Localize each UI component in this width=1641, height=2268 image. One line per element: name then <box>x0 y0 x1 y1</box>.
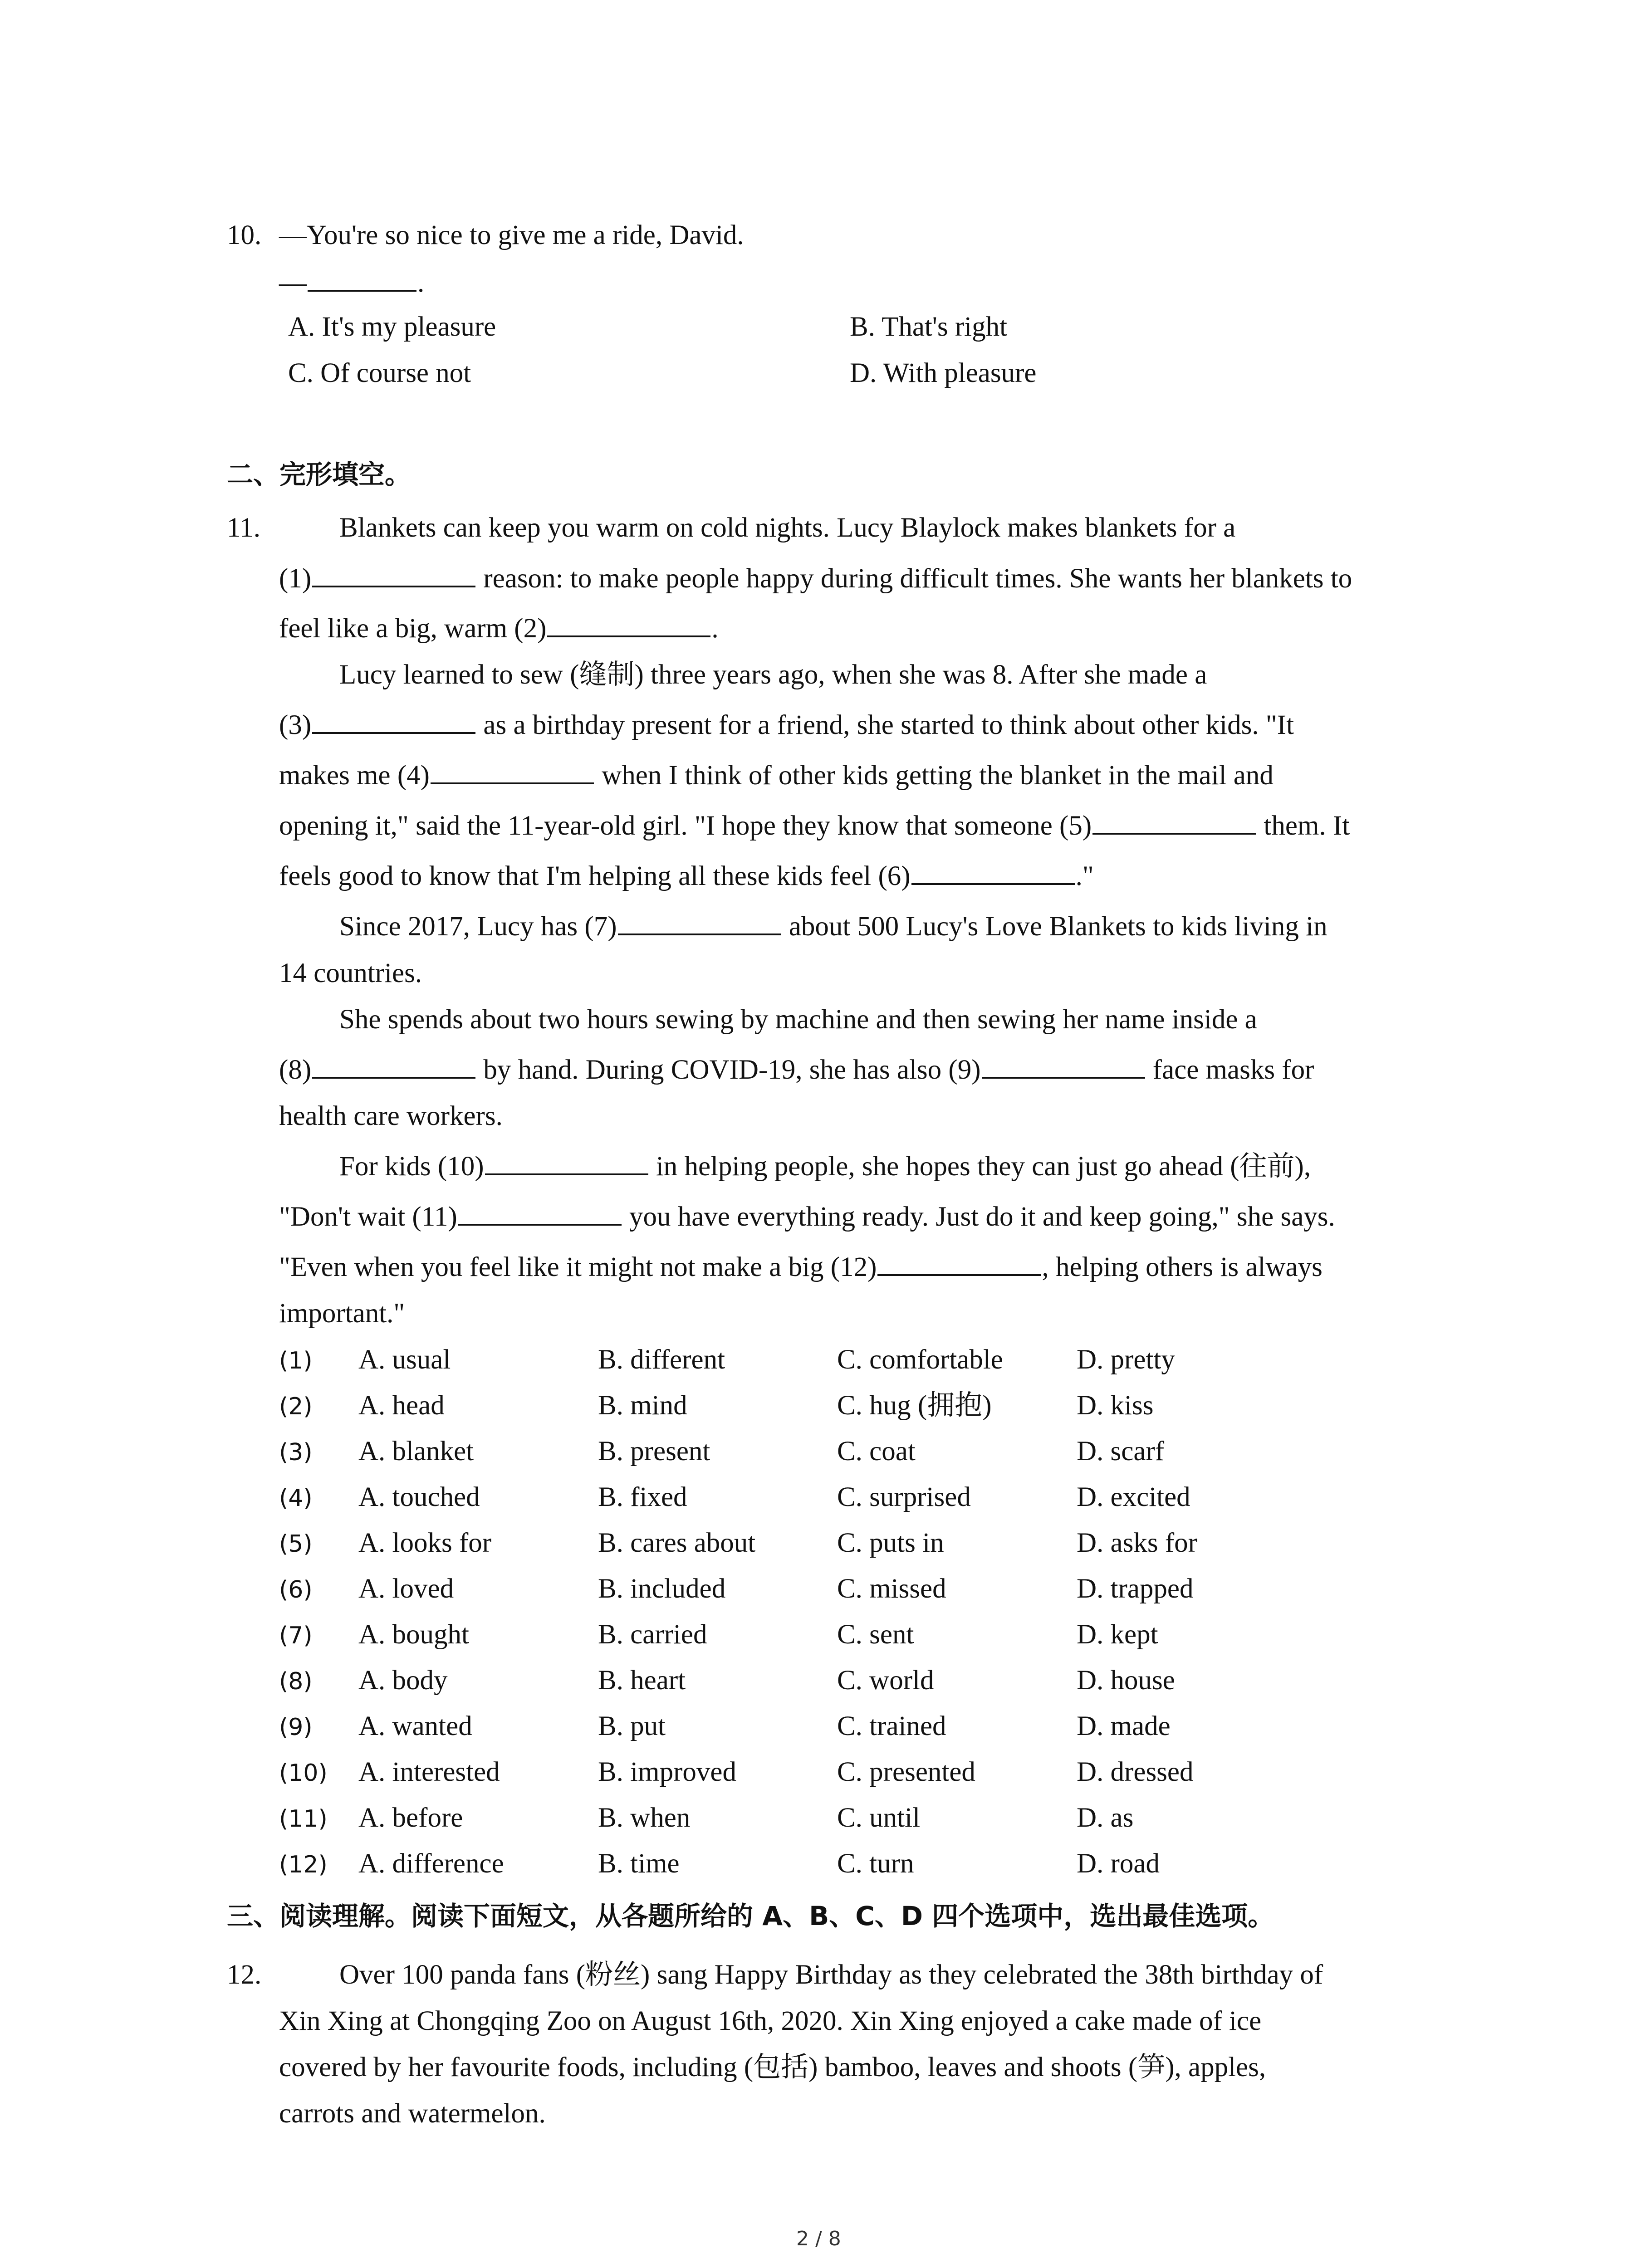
question-10-option-b: B. That's right <box>850 312 1008 342</box>
choice-row <box>279 1527 313 1559</box>
choice-a: A. touched <box>358 1482 480 1512</box>
passage-line: Lucy learned to sew (缝制) three years ago, when she was 8. After she made a <box>339 660 1207 690</box>
choice-number: (1) <box>279 1347 313 1374</box>
choice-c: C. comfortable <box>837 1344 1003 1375</box>
answer-blank <box>308 267 416 292</box>
choice-b: B. heart <box>598 1665 686 1696</box>
choice-a: A. looks for <box>358 1528 492 1558</box>
passage-line: opening it," said the 11-year-old girl. "I hope they know that someone (5) them. It <box>279 811 1350 841</box>
choice-row <box>279 1573 313 1605</box>
choice-d: D. road <box>1077 1848 1160 1879</box>
passage-line: "Don't wait (11) you have everything ready. Just do it and keep going," she says. <box>279 1202 1335 1232</box>
choice-d: D. excited <box>1077 1482 1190 1512</box>
choice-c: C. trained <box>837 1711 946 1741</box>
answer-blank <box>312 563 475 587</box>
choice-b: B. put <box>598 1711 666 1741</box>
choice-a: A. interested <box>358 1757 500 1787</box>
choice-a: A. wanted <box>358 1711 472 1741</box>
passage-line: 14 countries. <box>279 958 422 988</box>
choice-row <box>279 1481 313 1514</box>
choice-d: D. kept <box>1077 1619 1158 1650</box>
question-10-line-2 <box>279 267 424 299</box>
passage-line: carrots and watermelon. <box>279 2098 546 2129</box>
choice-c: C. hug (拥抱) <box>837 1390 992 1421</box>
passage-line: feel like a big, warm (2) . <box>279 613 719 644</box>
answer-blank <box>877 1251 1041 1276</box>
choice-a: A. before <box>358 1803 463 1833</box>
passage-line: important." <box>279 1298 405 1329</box>
choice-d: D. kiss <box>1077 1390 1154 1421</box>
choice-c: C. sent <box>837 1619 914 1650</box>
question-10-line-1: —You're so nice to give me a ride, David. <box>279 220 744 250</box>
choice-d: D. dressed <box>1077 1757 1194 1787</box>
passage-line: Xin Xing at Chongqing Zoo on August 16th, 2020. Xin Xing enjoyed a cake made of ice <box>279 2006 1262 2036</box>
answer-blank <box>911 860 1075 885</box>
passage-line: She spends about two hours sewing by machine and then sewing her name inside a <box>339 1004 1257 1035</box>
choice-d: D. trapped <box>1077 1574 1194 1604</box>
choice-b: B. fixed <box>598 1482 687 1512</box>
answer-blank <box>485 1151 648 1175</box>
question-12-number: 12. <box>227 1960 262 1990</box>
choice-number: (2) <box>279 1393 313 1420</box>
passage-line: (3) as a birthday present for a friend, she started to think about other kids. "It <box>279 710 1294 740</box>
choice-number: (6) <box>279 1576 313 1603</box>
choice-row <box>279 1802 328 1834</box>
choice-b: B. improved <box>598 1757 736 1787</box>
choice-number: (11) <box>279 1805 328 1833</box>
passage-line: health care workers. <box>279 1101 503 1131</box>
answer-blank <box>312 709 475 734</box>
choice-c: C. missed <box>837 1574 946 1604</box>
choice-b: B. carried <box>598 1619 707 1650</box>
answer-blank <box>1092 810 1256 835</box>
page-number: 2 / 8 <box>796 2227 841 2250</box>
choice-c: C. until <box>837 1803 921 1833</box>
passage-line: Blankets can keep you warm on cold nights. Lucy Blaylock makes blankets for a <box>339 513 1236 543</box>
choice-row <box>279 1710 313 1743</box>
choice-d: D. as <box>1077 1803 1134 1833</box>
choice-c: C. surprised <box>837 1482 971 1512</box>
question-10-number: 10. <box>227 220 262 250</box>
answer-blank <box>982 1054 1145 1079</box>
choice-d: D. house <box>1077 1665 1175 1696</box>
choice-number: (7) <box>279 1622 313 1649</box>
passage-line: Over 100 panda fans (粉丝) sang Happy Birthday as they celebrated the 38th birthday of <box>339 1960 1323 1990</box>
choice-row <box>279 1435 313 1468</box>
choice-row <box>279 1664 313 1697</box>
dash: — <box>279 268 307 298</box>
passage-line: (1) reason: to make people happy during difficult times. She wants her blankets to <box>279 563 1352 594</box>
choice-b: B. present <box>598 1436 710 1466</box>
answer-blank <box>618 911 781 935</box>
choice-a: A. head <box>358 1390 445 1421</box>
section-3-heading: 三、阅读理解。阅读下面短文，从各题所给的 A、B、C、D 四个选项中，选出最佳选项。 <box>227 1901 1274 1931</box>
choice-row <box>279 1756 328 1789</box>
choice-b: B. included <box>598 1574 726 1604</box>
choice-d: D. asks for <box>1077 1528 1197 1558</box>
choice-d: D. pretty <box>1077 1344 1175 1375</box>
choice-number: (5) <box>279 1530 313 1558</box>
choice-b: B. time <box>598 1848 680 1879</box>
choice-number: (4) <box>279 1485 313 1512</box>
passage-line: "Even when you feel like it might not make a big (12) , helping others is always <box>279 1252 1323 1282</box>
question-10-option-a: A. It's my pleasure <box>288 312 496 342</box>
choice-number: (12) <box>279 1851 328 1878</box>
question-11-number: 11. <box>227 513 260 543</box>
passage-line: makes me (4) when I think of other kids getting the blanket in the mail and <box>279 760 1274 791</box>
choice-number: (10) <box>279 1760 328 1787</box>
choice-b: B. cares about <box>598 1528 756 1558</box>
passage-line: For kids (10) in helping people, she hopes they can just go ahead (往前), <box>339 1151 1311 1182</box>
question-10-option-c: C. Of course not <box>288 358 471 388</box>
choice-number: (8) <box>279 1668 313 1695</box>
choice-a: A. blanket <box>358 1436 474 1466</box>
answer-blank <box>547 613 710 637</box>
choice-b: B. different <box>598 1344 725 1375</box>
answer-blank <box>431 760 594 784</box>
choice-number: (3) <box>279 1439 313 1466</box>
choice-c: C. turn <box>837 1848 914 1879</box>
choice-a: A. body <box>358 1665 448 1696</box>
choice-c: C. world <box>837 1665 934 1696</box>
period: . <box>417 268 425 298</box>
choice-row <box>279 1389 313 1422</box>
answer-blank <box>312 1054 475 1079</box>
choice-c: C. coat <box>837 1436 916 1466</box>
choice-row <box>279 1344 313 1376</box>
answer-blank <box>458 1201 622 1226</box>
choice-row <box>279 1618 313 1651</box>
choice-c: C. puts in <box>837 1528 944 1558</box>
choice-c: C. presented <box>837 1757 975 1787</box>
choice-b: B. mind <box>598 1390 687 1421</box>
choice-number: (9) <box>279 1714 313 1741</box>
choice-b: B. when <box>598 1803 691 1833</box>
section-2-heading: 二、完形填空。 <box>227 459 411 490</box>
choice-a: A. difference <box>358 1848 504 1879</box>
choice-d: D. scarf <box>1077 1436 1165 1466</box>
passage-line: Since 2017, Lucy has (7) about 500 Lucy's Love Blankets to kids living in <box>339 911 1327 942</box>
passage-line: feels good to know that I'm helping all these kids feel (6) ." <box>279 861 1094 891</box>
passage-line: covered by her favourite foods, including (包括) bamboo, leaves and shoots (笋), apples, <box>279 2052 1266 2082</box>
choice-d: D. made <box>1077 1711 1171 1741</box>
passage-line: (8) by hand. During COVID-19, she has also (9) face masks for <box>279 1055 1314 1085</box>
question-10-option-d: D. With pleasure <box>850 358 1037 388</box>
choice-row <box>279 1848 328 1880</box>
choice-a: A. bought <box>358 1619 469 1650</box>
choice-a: A. loved <box>358 1574 454 1604</box>
choice-a: A. usual <box>358 1344 451 1375</box>
